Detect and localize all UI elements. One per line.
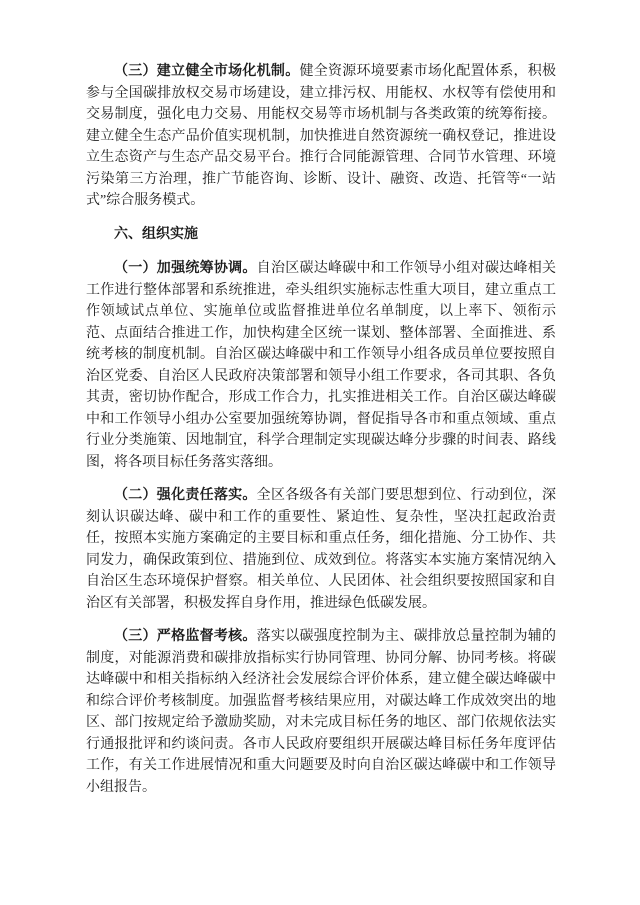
paragraph-responsibility-implementation-lead: （二）强化责任落实。 <box>114 488 257 503</box>
paragraph-strengthen-coordination <box>86 258 556 473</box>
paragraph-strengthen-coordination-body: 自治区碳达峰碳中和工作领导小组对碳达峰相关工作进行整体部署和系统推进，牵头组织实施标志性重大项目，建立重点工作领域试点单位、实施单位或监督推进单位名单制度，以上率下、领衔示范、点面结合推进工作，加快构建全区统一谋划、整体部署、全面推进、系统考核的制度机制。自治区碳达峰碳中和工作领导小组各成员单位要按照自治区党委、自治区人民政府决策部署和领导小组工作要求，各司其职、各负其责，密切协作配合，形成工作合力，扎实推进相关工作。自治区碳达峰碳中和工作领导小组办公室要加强统筹协调，督促指导各市和重点领域、重点行业分类施策、因地制宜，科学合理制定实现碳达峰分步骤的时间表、路线图，将各项目标任务落实落细。 <box>86 261 557 470</box>
paragraph-supervision-assessment <box>86 626 556 798</box>
paragraph-supervision-assessment-lead: （三）严格监督考核。 <box>114 629 257 644</box>
paragraph-strengthen-coordination-lead: （一）加强统筹协调。 <box>114 261 257 276</box>
paragraph-responsibility-implementation-body: 全区各级各有关部门要思想到位、行动到位，深刻认识碳达峰、碳中和工作的重要性、紧迫性、复杂性，坚决扛起政治责任，按照本实施方案确定的主要目标和重点任务，细化措施、分工协作、共同发力，确保政策到位、措施到位、成效到位。将落实本实施方案情况纳入自治区生态环境保护督察。相关单位、人民团体、社会组织要按照国家和自治区有关部署，积极发挥自身作用，推进绿色低碳发展。 <box>86 488 557 611</box>
paragraph-responsibility-implementation <box>86 485 556 614</box>
section-heading-organization-implementation: 六、组织实施 <box>114 226 198 242</box>
paragraph-market-mechanism-lead: （三）建立健全市场化机制。 <box>114 64 300 79</box>
paragraph-supervision-assessment-body: 落实以碳强度控制为主、碳排放总量控制为辅的制度，对能源消费和碳排放指标实行协同管理、协同分解、协同考核。将碳达峰碳中和相关指标纳入经济社会发展综合评价体系，建立健全碳达峰碳中和综合评价考核制度。加强监督考核结果应用，对碳达峰工作成效突出的地区、部门按规定给予激励奖励，对未完成目标任务的地区、部门依规依法实行通报批评和约谈问责。各市人民政府要组织开展碳达峰目标任务年度评估工作，有关工作进展情况和重大问题要及时向自治区碳达峰碳中和工作领导小组报告。 <box>86 629 557 795</box>
paragraph-market-mechanism-body: 健全资源环境要素市场化配置体系，积极参与全国碳排放权交易市场建设，建立排污权、用能权、水权等有偿使用和交易制度，强化电力交易、用能权交易等市场机制与各类政策的统筹衔接。建立健全生态产品价值实现机制，加快推进自然资源统一确权登记，推进设立生态资产与生态产品交易平台。推行合同能源管理、合同节水管理、环境污染第三方治理，推广节能咨询、诊断、设计、融资、改造、托管等“一站式”综合服务模式。 <box>86 64 557 208</box>
paragraph-market-mechanism <box>86 61 556 212</box>
